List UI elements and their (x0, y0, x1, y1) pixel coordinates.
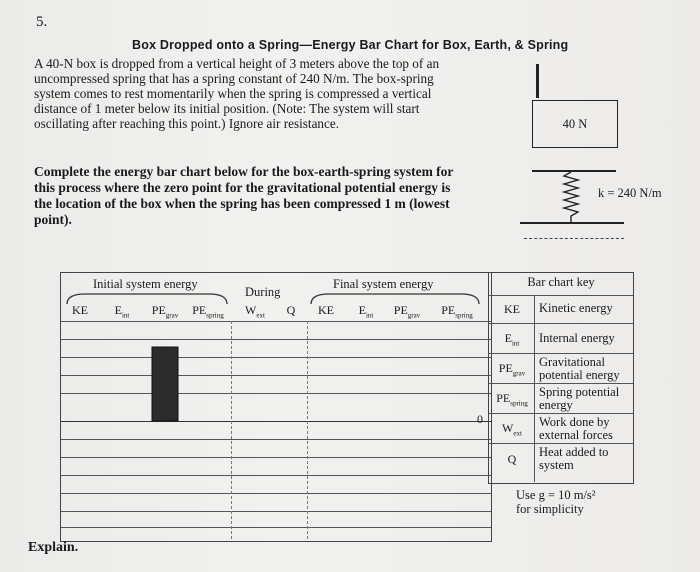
description-line: oscillating after reaching this point.) Ignore air resistance. (34, 116, 340, 131)
problem-title: Box Dropped onto a Spring—Energy Bar Chart for Box, Earth, & Spring (132, 38, 569, 52)
key-row-pegrav (489, 353, 633, 384)
col-pegrav-initial: $PE_{grav}$ (151, 303, 179, 320)
key-symbol: $E_{int}$ (504, 331, 520, 348)
key-symbol: $W_{ext}$ (502, 421, 522, 438)
gravity-note-line: for simplicity (516, 502, 584, 516)
spring-icon (556, 172, 586, 222)
col-wext: $W_{ext}$ (245, 303, 265, 320)
hanger-rod (536, 64, 539, 98)
key-description: Work done by external forces (539, 415, 613, 442)
key-symbol: $PE_{grav}$ (498, 361, 526, 378)
key-row-pespring (489, 383, 633, 414)
col-eint-initial: $E_{int}$ (114, 303, 130, 320)
energy-bar-pegrav (152, 347, 178, 421)
key-row-eint (489, 323, 633, 354)
key-symbol: KE (504, 302, 520, 316)
gravity-note (516, 488, 596, 516)
spring-constant-label: k = 240 N/m (598, 186, 662, 200)
task-instructions (34, 164, 514, 228)
key-description: Kinetic energy (539, 301, 613, 315)
description-line: system comes to rest momentarily when the spring is compressed a vertical (34, 86, 432, 101)
task-line: the location of the box when the spring has been compressed 1 m (lowest (34, 196, 450, 211)
col-ke-initial: KE (72, 303, 88, 317)
key-description: Spring potential energy (539, 385, 620, 412)
col-pespring-final: $PE_{spring}$ (441, 303, 473, 320)
box-40n (532, 100, 618, 148)
task-line: point). (34, 212, 72, 227)
description-line: distance of 1 meter below its initial position. (Note: The system will start (34, 101, 420, 116)
key-row-ke (489, 295, 633, 324)
key-row-wext (489, 413, 633, 444)
key-description: Gravitational potential energy (539, 355, 620, 382)
key-symbol: $PE_{spring}$ (496, 391, 528, 408)
task-line: Complete the energy bar chart below for the box-earth-spring system for (34, 164, 454, 179)
key-description: Internal energy (539, 331, 615, 345)
zero-label: 0 (477, 412, 483, 426)
key-row-q (489, 443, 633, 482)
chart-bars (61, 273, 491, 541)
gravity-note-line: Use g = 10 m/s² (516, 488, 596, 502)
key-divider (534, 296, 535, 482)
col-ke-final: KE (318, 303, 334, 317)
col-q: Q (286, 303, 296, 317)
description-line: uncompressed spring that has a spring constant of 240 N/m. The box-spring (34, 71, 434, 86)
col-pegrav-final: $PE_{grav}$ (393, 303, 421, 320)
description-line: A 40-N box is dropped from a vertical height of 3 meters above the top of an (34, 56, 440, 71)
box-label: 40 N (562, 116, 588, 131)
col-pespring-initial: $PE_{spring}$ (192, 303, 224, 320)
key-symbol: Q (507, 452, 517, 466)
ground-line (520, 222, 624, 224)
during-header: During (245, 285, 281, 299)
initial-energy-header: Initial system energy (93, 277, 198, 291)
energy-bar-chart (60, 272, 492, 542)
key-header: Bar chart key (527, 275, 595, 289)
final-energy-header: Final system energy (333, 277, 434, 291)
explain-label: Explain. (28, 540, 79, 555)
problem-description (34, 56, 504, 131)
task-line: this process where the zero point for the gravitational potential energy is (34, 180, 451, 195)
key-description: Heat added to system (539, 445, 609, 472)
problem-number: 5. (36, 14, 48, 30)
col-eint-final: $E_{int}$ (358, 303, 374, 320)
compressed-level-line (524, 238, 624, 239)
bar-chart-key (488, 272, 634, 484)
